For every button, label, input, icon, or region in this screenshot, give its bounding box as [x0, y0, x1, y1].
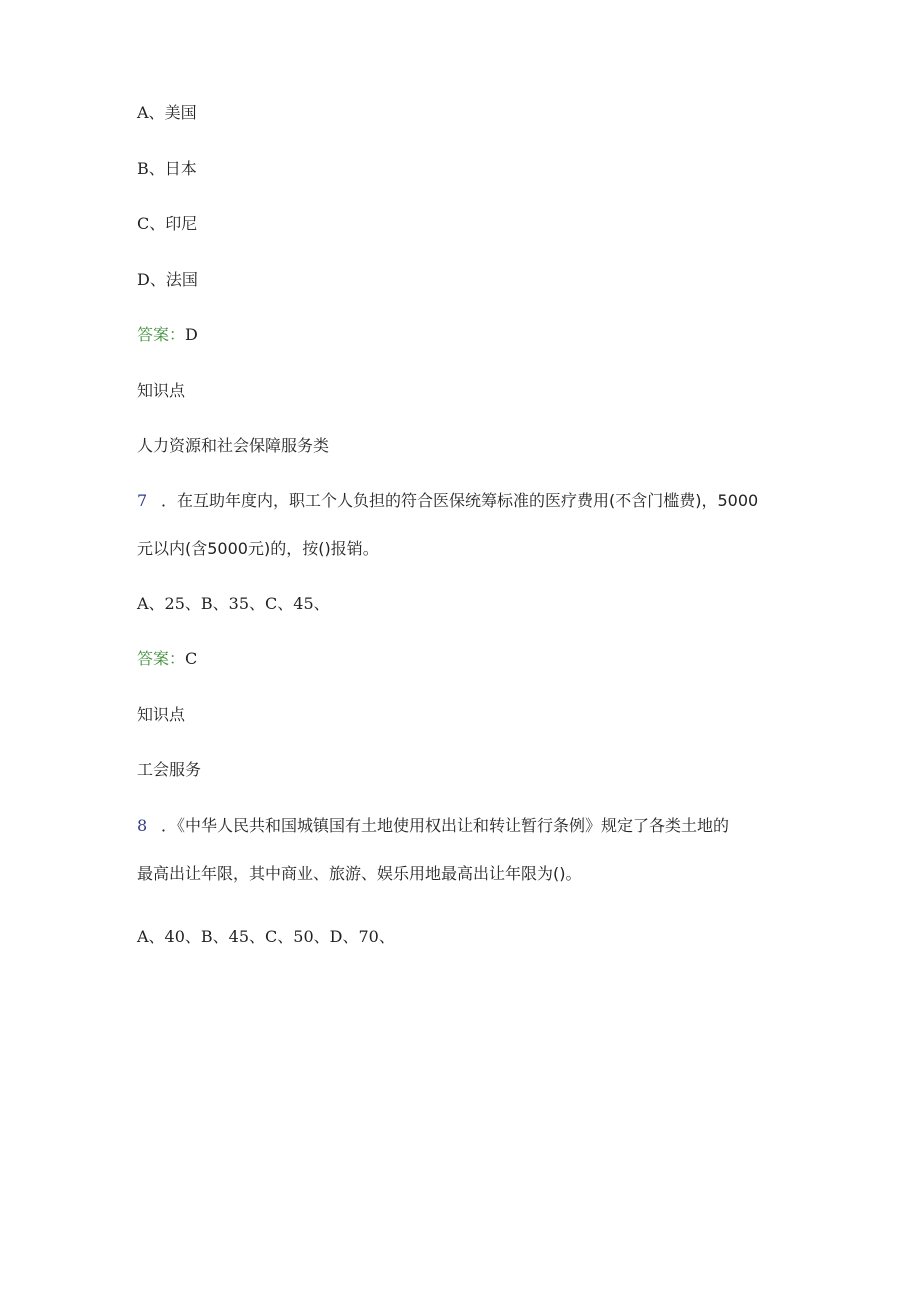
- knowledge-value: 人力资源和社会保障服务类: [137, 436, 330, 455]
- option-text: 印尼: [165, 214, 198, 233]
- answer-label: 答案：: [137, 649, 186, 668]
- question-8-line-2: 最高出让年限，其中商业、旅游、娱乐用地最高出让年限为()。: [137, 864, 582, 883]
- question-7-line-2: 元以内(含5000元)的，按()报销。: [137, 539, 379, 558]
- option-text: 日本: [164, 159, 197, 178]
- question-text: ．《中华人民共和国城镇国有土地使用权出让和转让暂行条例》规定了各类土地的: [161, 816, 730, 835]
- option-letter: D、: [137, 270, 166, 289]
- knowledge-value: 工会服务: [137, 760, 202, 779]
- knowledge-label: 知识点: [137, 705, 186, 724]
- answer-value: C: [185, 649, 198, 668]
- question-7-line-1: [137, 489, 758, 513]
- knowledge-label: 知识点: [137, 381, 186, 400]
- answer-value: D: [185, 325, 198, 344]
- answer-row: [137, 323, 198, 347]
- question-7-options: A、25、B、35、C、45、: [137, 594, 330, 613]
- question-8-line-1: [137, 814, 729, 838]
- option-text: 美国: [164, 103, 197, 122]
- option-c: [137, 212, 197, 236]
- option-b: [137, 157, 197, 181]
- answer-label: 答案：: [137, 325, 186, 344]
- question-number: 7: [137, 491, 148, 510]
- answer-row: [137, 647, 197, 671]
- option-letter: A、: [137, 103, 165, 122]
- question-number: 8: [137, 816, 148, 835]
- question-8-options: A、40、B、45、C、50、D、70、: [137, 927, 395, 946]
- option-text: 法国: [165, 270, 198, 289]
- option-a: [137, 101, 197, 125]
- option-d: [137, 268, 198, 292]
- question-text: ．在互助年度内，职工个人负担的符合医保统筹标准的医疗费用(不含门槛费)，5000: [161, 491, 759, 510]
- option-letter: C、: [137, 214, 166, 233]
- option-letter: B、: [137, 159, 165, 178]
